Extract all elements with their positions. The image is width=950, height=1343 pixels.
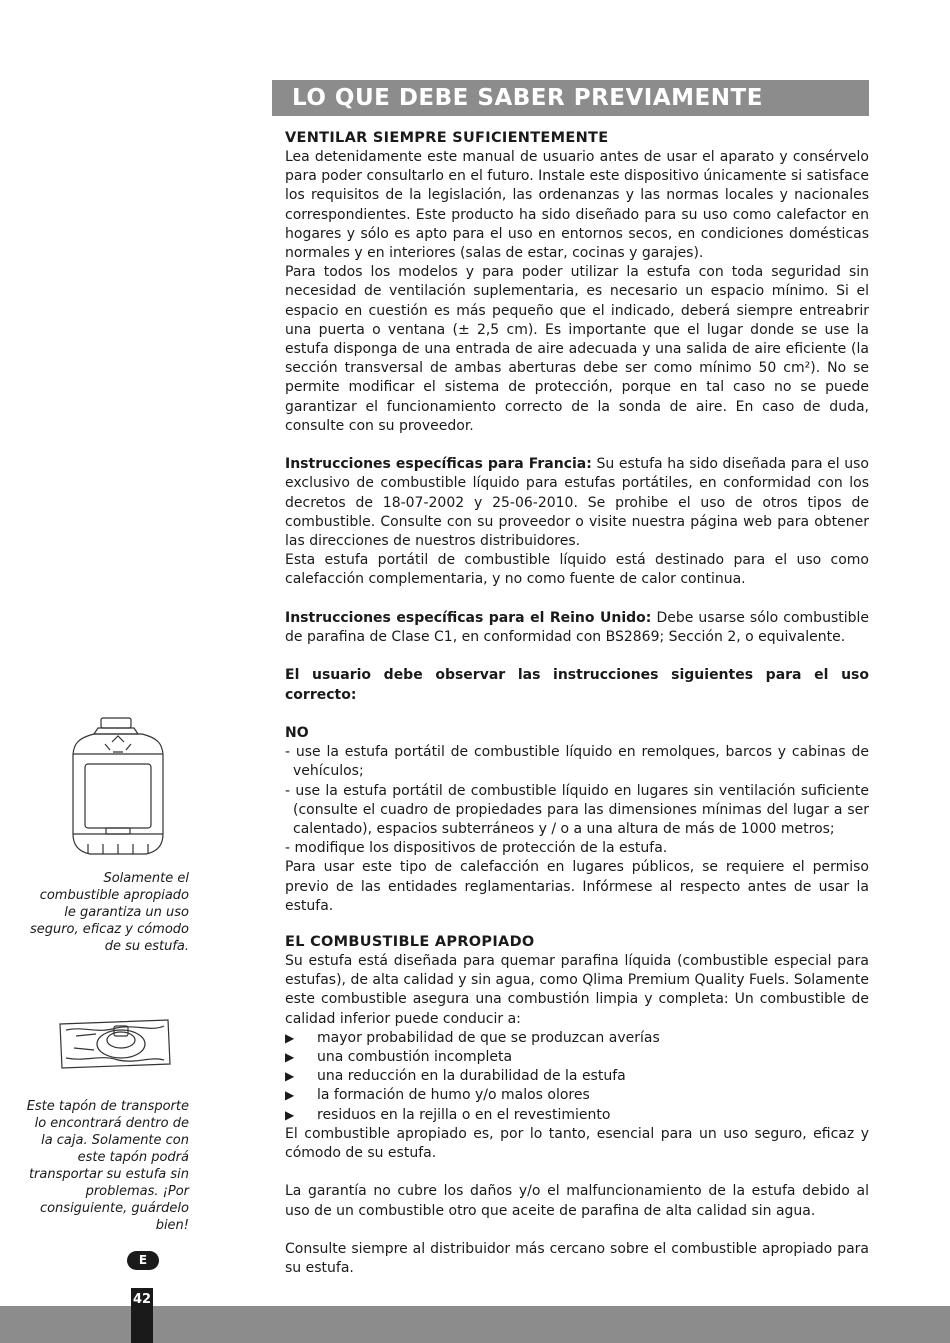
section-heading-fuel: EL COMBUSTIBLE APROPIADO <box>285 934 535 951</box>
paragraph: Para todos los modelos y para poder utilizar la estufa con toda seguridad sin necesidad de ventilación suplementaria, es necesario un espacio mínimo. Si el espacio en cuestión es más pequeño que el indicado, deberá siempre entreabrir una puerta o ventana (± 2,5 cm). Es importante que el lugar donde se use la estufa disponga de una entrada de aire adecuada y una salida de aire eficiente (la sección transversal de ambas aberturas debe ser como mínimo 50 cm²). No se permite modificar el sistema de protección, porque en tal caso no se puede garantizar el funcionamiento correcto de la sonda de aire. En caso de duda, consulte con su proveedor. <box>285 264 869 434</box>
section-heading-ventilation: VENTILAR SIEMPRE SUFICIENTEMENTE <box>285 130 609 146</box>
list-item: ▶ la formación de humo y/o malos olores <box>285 1086 869 1105</box>
paragraph: Para usar este tipo de calefacción en lugares públicos, se requiere el permiso previo de las entidades reglamentarias. Infórmese al respecto antes de usar la estufa. <box>285 859 869 914</box>
triangle-bullet-icon: ▶ <box>285 1030 295 1045</box>
list-item: - modifique los dispositivos de protección de la estufa. <box>285 840 668 857</box>
paragraph: Consulte siempre al distribuidor más cercano sobre el combustible apropiado para su estufa. <box>285 1241 869 1277</box>
caption-transport-cap: Este tapón de transporte lo encontrará dentro de la caja. Solamente con este tapón podrá transportar su estufa sin problemas. ¡Por consiguiente, guárdelo bien! <box>26 1099 189 1233</box>
page-title: LO QUE DEBE SABER PREVIAMENTE <box>272 80 869 116</box>
uk-text: Debe usarse sólo combustible de parafina de Clase C1, en conformidad con BS2869; Sección 2, o equivalente. <box>285 609 870 646</box>
triangle-bullet-icon: ▶ <box>285 1069 295 1084</box>
list-item: ▶ mayor probabilidad de que se produzcan averías <box>285 1029 869 1048</box>
paragraph: Esta estufa portátil de combustible líquido está destinado para el uso como calefacción complementaria, y no como fuente de calor continua. <box>285 552 869 588</box>
page-number: 42 <box>131 1288 153 1343</box>
uk-label: Instrucciones específicas para el Reino Unido: <box>285 609 652 626</box>
list-item: ▶ una combustión incompleta <box>285 1048 869 1067</box>
paragraph: El combustible apropiado es, por lo tanto, esencial para un uso seguro, eficaz y cómodo de su estufa. <box>285 1125 869 1162</box>
triangle-bullet-icon: ▶ <box>285 1088 295 1103</box>
user-note: El usuario debe observar las instrucciones siguientes para el uso correcto: <box>285 667 869 703</box>
paragraph: Su estufa está diseñada para quemar parafina líquida (combustible especial para estufas), de alta calidad y sin agua, como Qlima Premium Quality Fuels. Solamente este combustible asegura una combustión limpia y completa: Un combustible de calidad inferior puede conducir a: <box>285 953 869 1027</box>
caption-fuel: Solamente el combustible apropiado le garantiza un uso seguro, eficaz y cómodo de su estufa. <box>29 871 189 954</box>
fuel-canister-icon <box>68 714 168 862</box>
france-label: Instrucciones específicas para Francia: <box>285 456 592 473</box>
paragraph-uk <box>285 609 869 647</box>
list-item: ▶ una reducción en la durabilidad de la estufa <box>285 1067 869 1086</box>
language-badge: E <box>127 1251 159 1270</box>
triangle-bullet-icon: ▶ <box>285 1050 295 1065</box>
paragraph: La garantía no cubre los daños y/o el malfuncionamiento de la estufa debido al uso de un combustible otro que aceite de parafina de alta calidad sin agua. <box>285 1183 869 1219</box>
transport-cap-icon <box>56 1018 174 1070</box>
paragraph: Lea detenidamente este manual de usuario antes de usar el aparato y consérvelo para poder consultarlo en el futuro. Instale este dispositivo únicamente si satisface los requisitos de la legislación, las ordenanzas y las normas locales y nacionales correspondientes. Este producto ha sido diseñado para su uso como calefactor en hogares y sólo es apto para el uso en entornos secos, en condiciones domésticas normales y en interiores (salas de estar, cocinas y garajes). <box>285 149 869 262</box>
list-item: ▶ residuos en la rejilla o en el revestimiento <box>285 1106 869 1125</box>
main-content <box>285 128 869 1278</box>
triangle-bullet-icon: ▶ <box>285 1107 295 1122</box>
france-text: Su estufa ha sido diseñada para el uso exclusivo de combustible líquido para estufas portátiles, en conformidad con los decretos de 18-07-2002 y 25-06-2010. Se prohibe el uso de otros tipos de combustible. Consulte con su proveedor o visite nuestra página web para obtener las direcciones de nuestros distribuidores. <box>285 456 869 550</box>
paragraph-france <box>285 455 869 551</box>
list-item: - use la estufa portátil de combustible líquido en remolques, barcos y cabinas de vehículos; <box>285 744 869 780</box>
no-label: NO <box>285 725 309 742</box>
list-item: - use la estufa portátil de combustible líquido en lugares sin ventilación suficiente (consulte el cuadro de propiedades para las dimensiones mínimas del lugar a ser calentado), espacios subterráneos y / o a una altura de más de 1000 metros; <box>285 782 869 838</box>
